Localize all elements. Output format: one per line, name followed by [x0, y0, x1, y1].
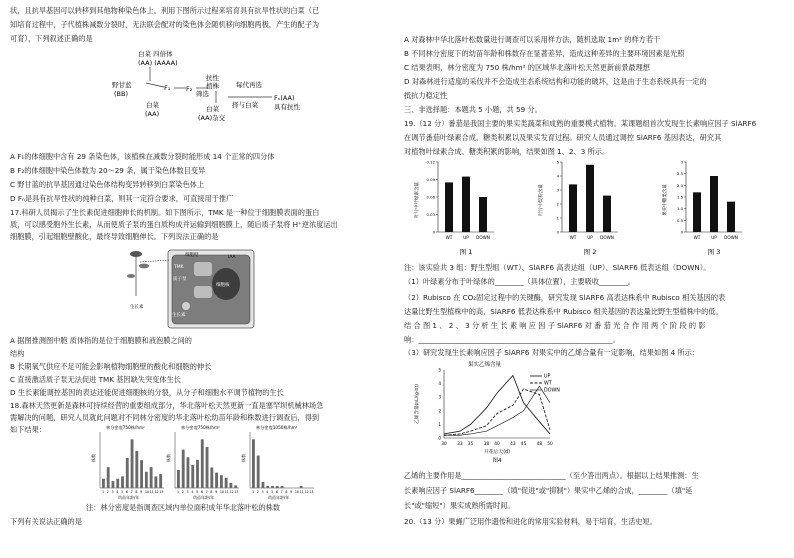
fig-chart-tick-label: 0.5 — [676, 217, 683, 223]
fig-chart-ylabel: 果实中糖类含量 — [663, 184, 668, 216]
nucleus-label: 细胞核 — [216, 283, 230, 288]
mini-chart-tick: 8 — [210, 490, 213, 494]
q18-line-2: 需解决的问题，研究人员就此问题对不同林分密度的华北落叶松幼苗年龄和株数进行调查后，得到 — [10, 413, 320, 422]
iaa-label: IAA — [228, 255, 236, 260]
figure-4-ethylene-chart — [410, 358, 660, 466]
fig4-title: 果实乙烯含量 — [468, 362, 502, 368]
fig-chart-bar — [603, 196, 611, 232]
q19-sub-3-tail-2: 长素响应因子 SlARF6________（填"促进"或"抑制"）果实中乙烯的合成，________（填"延 — [404, 486, 693, 495]
q18-option-d: D 对森林进行适度的采伐并不会造成生态系统结构和功能的破坏，这是由于生态系统具有一定的 — [404, 77, 707, 86]
fig-chart-tick-label: 2 — [556, 201, 559, 207]
mini-chart-tick: 3 — [111, 490, 114, 494]
mini-chart-bar — [281, 486, 284, 488]
q19-line-1: 19.（12 分）番茄是我国主要的果实类蔬菜和成熟的重要模式植物。某课题组首次发现生长素响应因子 SlARF6 — [404, 119, 757, 128]
q19-sub-1: （1）叶绿素分布于叶绿体的________（具体位置），主要吸收________。 — [404, 277, 635, 286]
q16-option-c: C 野甘蓝的抗旱基因通过染色体结构变异转移到白菜染色体上 — [10, 180, 205, 189]
mini-chart-bar — [225, 478, 228, 488]
fig-chart-bar — [479, 197, 487, 232]
mini-chart-bar — [220, 475, 223, 488]
fig4-legend-label: UP — [544, 374, 551, 380]
q19-sub-2-line-2: 达量比野生型植株中的高，SlARF6 低表达株系中 Rubisco 相关基因的表达量比野生型植株中的低。 — [404, 307, 723, 316]
mini-chart-bar — [112, 481, 115, 488]
section-heading: 三、非选择题：本题共 5 小题，共 59 分。 — [404, 105, 542, 114]
q16-intro-line-3: 可育），下列叙述正确的是 — [10, 34, 93, 43]
fig4-legend-label: WT — [544, 381, 552, 387]
mini-chart-bar — [271, 486, 274, 488]
fig4-xtick: 40 — [494, 442, 500, 447]
mini-chart-bar — [154, 476, 157, 488]
mini-chart-tick: 6 — [200, 490, 203, 494]
mini-chart-tick: 10 — [144, 490, 150, 494]
fig4-ytick: 3 — [438, 394, 441, 400]
mini-chart-tick: 4 — [266, 490, 269, 494]
q16-intro-line-2: 知培育过程中，子代植株减数分裂时，无法联会配对的染色体会随机移向细胞两极，产生的配子为 — [10, 20, 320, 29]
seedling-age-charts — [92, 422, 312, 502]
mini-chart-tick: 8 — [285, 490, 288, 494]
mini-chart-tick: 10 — [219, 490, 225, 494]
mini-chart-bar — [266, 486, 269, 488]
q18-tail: 下列有关说法正确的是 — [10, 517, 82, 526]
fig-chart-category: DOWN — [724, 235, 738, 240]
tmk-label: TMK — [174, 265, 184, 270]
mini-chart-tick: 7 — [280, 490, 283, 494]
mini-chart-bar — [126, 458, 129, 488]
fig-chart-category: UP — [711, 235, 717, 240]
q17-line-1: 17.科研人员揭示了生长素促进细胞伸长的机制。如下图所示，TMK 是一种位于细胞膜表面的蛋白 — [10, 208, 320, 217]
q18-option-b: B 不同林分密度下的幼苗年龄和株数存在显著差异，造成这种差异的主要环境因素是光照 — [404, 49, 685, 58]
mini-chart-bar — [187, 457, 190, 488]
mini-chart-bar — [234, 485, 237, 488]
fig-chart-category: WT — [693, 235, 701, 240]
fig4-ylabel: 乙烯含量(nL/(g·h)) — [415, 384, 420, 424]
figure-1-3-charts — [410, 156, 770, 260]
mini-chart-bar — [206, 447, 209, 488]
fig-chart-bar — [710, 176, 718, 232]
fig-chart-category: UP — [463, 235, 469, 240]
mini-chart-ylabel: 株数 — [241, 454, 246, 462]
q19-sub-2-line-4: 响：______________________________________________________。 — [404, 335, 620, 344]
fig-chart-tick-label: 4 — [556, 173, 559, 179]
cross-backcross-genome: (AA)杂交 — [198, 114, 226, 122]
mini-chart-tick: 7 — [205, 490, 208, 494]
fig-chart-tick-label: 2.0 — [676, 182, 683, 188]
mini-chart-bar — [210, 467, 213, 488]
cross-fn-label: Fₙ(AA) — [274, 94, 295, 102]
q16-intro-line-1: 状，且抗旱基因可以转移到其他物种染色体上。利用下图所示过程来培育具有抗旱性状的白菜（已 — [10, 6, 320, 15]
fig4-ytick: 5 — [438, 367, 441, 373]
cross-f2-label: F₂ — [186, 85, 193, 93]
q17-option-c: C 直接激活质子泵无法促进 TMK 基因缺失突变体生长 — [10, 375, 181, 384]
fig4-ytick: 1 — [438, 421, 441, 427]
mini-chart-tick: 5 — [271, 490, 274, 494]
mini-chart-bar — [102, 479, 105, 488]
auxin-label: 生长素 — [172, 313, 186, 318]
fig-chart-tick-label: 0.03 — [426, 212, 435, 217]
cell-mechanism-diagram — [128, 246, 258, 330]
mini-chart-tick: 3 — [261, 490, 264, 494]
mini-chart-tick: 1 — [102, 490, 105, 494]
fig-chart-bar — [462, 177, 470, 232]
q19-line-2: 在调节番茄叶绿素合成、糖类积累以及果实发育过程。研究人员通过调控 SlARF6 基因表达，研究其 — [404, 133, 722, 142]
fig-chart-tick-label: 1.5 — [676, 194, 683, 200]
mini-chart-tick: 5 — [121, 490, 124, 494]
mini-chart-xlabel: 幼苗年龄/年 — [118, 495, 140, 500]
fig-chart-tick-label: 1.0 — [676, 206, 683, 212]
mini-chart-tick: 9 — [140, 490, 143, 494]
q17-option-b: B 长期氧气供应不足可能会影响植物细胞壁的酸化和细胞的伸长 — [10, 362, 212, 371]
q18-option-a: A 对森林中华北落叶松数量进行调查可以采用样方法，随机选取 1m² 的样方若干 — [404, 35, 661, 44]
mini-chart-bar — [191, 465, 194, 488]
mini-chart-bar — [150, 467, 153, 488]
mini-chart-tick: 5 — [196, 490, 199, 494]
fig4-xtick: 33 — [457, 442, 463, 447]
mini-chart-bar — [257, 456, 260, 488]
fig-chart-tick-label: 1 — [556, 215, 559, 221]
mini-chart-tick: 12 — [229, 490, 234, 494]
q19-sub-3-tail-3: 长"或"缩短"）果实成熟所需时间。 — [404, 501, 515, 510]
mini-chart-tick: 4 — [116, 490, 119, 494]
fig-chart-tick-label: 0 — [680, 229, 683, 235]
fig-chart-bar — [727, 202, 735, 232]
fig4-caption: 图4 — [492, 458, 502, 464]
fig4-ytick: 2 — [438, 408, 441, 414]
cross-selection-2: 植株 — [206, 82, 219, 90]
mini-chart-title: 林分密度750株/hm² — [106, 425, 145, 430]
fig-chart-bar — [445, 182, 453, 232]
mini-chart-ylabel: 株数 — [166, 454, 171, 462]
cross-generation-note-2: 择与白菜 — [232, 101, 258, 109]
fig-chart-caption: 图 2 — [583, 248, 597, 256]
cross-parent-label: 白菜 四倍体 — [138, 50, 173, 58]
cross-selection-1: 抗性 — [206, 74, 219, 82]
fig4-legend-label: DOWN — [544, 388, 560, 394]
q20-line-1: 20.（13 分）果蝇广泛用作遗传和进化的常用实验材料，易于培育，生活史短。 — [404, 517, 657, 526]
cross-generation-note-1: 每代再选 — [236, 81, 262, 89]
mini-chart-tick: 11 — [299, 490, 304, 494]
fig-chart-bar — [586, 165, 594, 232]
fig-chart-tick-label: 0 — [432, 229, 435, 235]
mini-chart-bar — [196, 460, 199, 488]
mini-chart-xlabel: 幼苗年龄/年 — [268, 495, 290, 500]
mini-chart-tick: 12 — [304, 490, 309, 494]
fig-chart-ylabel: 叶片中叶绿素含量 — [415, 182, 420, 218]
mini-chart-tick: 6 — [125, 490, 128, 494]
fig-chart-tick-label: 0 — [556, 229, 559, 235]
mini-chart-tick: 11 — [149, 490, 154, 494]
fig4-xtick: 48 — [536, 442, 543, 447]
q18-option-c: C 结果表明，林分密度为 750 株/hm² 的区域华北落叶松天然更新前景最理想 — [404, 63, 650, 72]
fig-chart-category: UP — [587, 235, 593, 240]
fig-chart-category: WT — [569, 235, 577, 240]
mini-chart-title: 林分密度1050株/hm² — [256, 425, 298, 430]
cross-f1-label: F₁ — [164, 84, 171, 92]
fig4-ytick: 0 — [438, 435, 441, 441]
mini-chart-xlabel: 幼苗年龄/年 — [193, 495, 215, 500]
mini-chart-bar — [116, 479, 119, 488]
mini-chart-bar — [135, 451, 138, 488]
mini-chart-bar — [145, 472, 148, 488]
mini-chart-bar — [159, 474, 162, 488]
mini-chart-bar — [276, 486, 279, 488]
q19-sub-3-tail-1: 乙烯的主要作用是_____________________________（至少答出两点）。根据以上结果推测：生 — [404, 471, 699, 480]
q17-line-3: 细胞膜，引起细胞壁酸化，最终导致细胞伸长。下列说法正确的是 — [10, 232, 219, 241]
mini-chart-bar — [182, 450, 185, 488]
cross-wild-label: 野甘蓝 — [112, 81, 132, 89]
fig-chart-bar — [569, 184, 577, 232]
fig-chart-category: DOWN — [476, 235, 490, 240]
mini-chart-tick: 2 — [106, 490, 109, 494]
cross-selection-3: 筛选 — [196, 90, 209, 98]
fig-chart-tick-label: 3 — [556, 187, 559, 193]
mini-chart-tick: 13 — [309, 490, 314, 494]
mini-chart-tick: 11 — [224, 490, 229, 494]
fig4-xlabel: 开花后天(d) — [484, 450, 510, 455]
fig4-xtick: 35 — [467, 442, 474, 447]
fig-chart-category: DOWN — [600, 235, 614, 240]
mini-chart-tick: 1 — [177, 490, 180, 494]
q19-sub-3: （3）研究发现生长素响应因子 SlARF6 对果实中的乙烯合量有一定影响，结果如图 4 所示： — [404, 348, 700, 357]
mini-chart-tick: 7 — [130, 490, 133, 494]
mini-chart-bar — [107, 467, 110, 488]
mini-chart-bar — [300, 486, 303, 488]
mini-chart-tick: 10 — [294, 490, 300, 494]
q16-option-a: A F₁的体细胞中含有 29 条染色体，该植株在减数分裂时能形成 14 个正常的四分体 — [10, 152, 275, 161]
breeding-cross-diagram — [86, 47, 316, 137]
mini-chart-bar — [131, 439, 134, 488]
mini-chart-tick: 9 — [290, 490, 293, 494]
mini-chart-bar — [177, 470, 180, 488]
mini-chart-bar — [252, 439, 255, 488]
fig-chart-tick-label: 3 — [680, 159, 683, 165]
fig4-xtick: 45 — [520, 442, 527, 447]
q16-option-b: B F₂的体细胞中染色体数为 20～29 条，属于染色体数目变异 — [10, 166, 206, 175]
mini-chart-bar — [262, 482, 265, 488]
cross-wild-genome: (BB) — [114, 90, 128, 98]
fig-chart-tick-label: 2.5 — [676, 171, 683, 177]
q18-line-1: 18.森林天然更新是森林可持续经营的重要组成部分，华北落叶松天然更新一直是塞罕坝机械林场急 — [10, 401, 324, 410]
fig-chart-tick-label: 0.12 — [426, 159, 435, 165]
fig4-xtick: 38 — [483, 442, 490, 447]
mini-chart-tick: 2 — [256, 490, 259, 494]
cross-parent-genome: (AA) (AAAA) — [138, 59, 178, 67]
mini-chart-bar — [140, 460, 143, 488]
mini-chart-tick: 9 — [215, 490, 218, 494]
fig4-ytick: 4 — [438, 381, 441, 387]
fig-chart-tick-label: 0.09 — [426, 177, 435, 182]
q17-option-a-cont: 结构 — [10, 349, 25, 358]
cell-wall-label: 细胞壁 — [185, 253, 199, 258]
mini-chart-bar — [201, 439, 204, 488]
mini-chart-tick: 3 — [186, 490, 189, 494]
fig-chart-bar — [693, 192, 701, 232]
fig-chart-tick-label: 5 — [556, 159, 559, 165]
mini-chart-bar — [215, 473, 218, 488]
fig4-xtick: 43 — [510, 442, 516, 447]
q19-sub-2-line-1: （2）Rubisco 在 CO₂固定过程中的关键酶，研究发现 SlARF6 高表达株系中 Rubisco 相关基因的表 — [404, 293, 726, 302]
mini-chart-tick: 1 — [252, 490, 255, 494]
q19-note: 注：该实验共 3 组：野生型组（WT）、SlARF6 高表达组（UP）、SlARF6 低表达组（DOWN）。 — [404, 263, 711, 272]
mini-chart-tick: 13 — [234, 490, 239, 494]
fig-chart-category: WT — [445, 235, 453, 240]
mini-chart-title: 林分密度750株/hm² — [181, 425, 220, 430]
mini-chart-tick: 4 — [191, 490, 194, 494]
q17-line-2: 质，可以感受胞外生长素，从而使质子泵的蛋白质构成并运输到细胞膜上，随后质子泵将 H⁺逆浓度运出 — [10, 220, 338, 229]
fig4-series-line — [444, 375, 550, 433]
cross-cabbage-label: 白菜 — [146, 101, 159, 109]
q17-option-a: A 据图推测图中胞 质体指的是位于细胞膜和液泡膜之间的 — [10, 336, 192, 345]
mini-chart-ylabel: 株数 — [91, 454, 96, 462]
fig-chart-caption: 图 3 — [707, 248, 721, 256]
q19-sub-2-line-3: 结 合 图 1 、 2 、 3 分 析 生 长 素 响 应 因 子 SlARF6 对 番 茄 光 合 作 用 两 个 阶 段 的 影 — [404, 321, 706, 330]
q18-option-d-cont: 抵抗力稳定性 — [404, 91, 448, 100]
mini-chart-tick: 2 — [181, 490, 184, 494]
fig-chart-tick-label: 0.06 — [426, 194, 435, 200]
fig4-series-line — [444, 389, 550, 435]
auxin-source-label: 生长素 — [130, 305, 144, 310]
mini-chart-tick: 6 — [275, 490, 278, 494]
q17-option-d: D 生长素能调控基因的表达还能促进细胞核的分裂，从分子和细胞水平调节植物的生长 — [10, 388, 284, 397]
mini-chart-tick: 12 — [154, 490, 159, 494]
fig4-xtick: 50 — [547, 442, 553, 447]
cross-fn-note: 具有抗性 — [274, 103, 300, 111]
mini-chart-tick: 8 — [135, 490, 138, 494]
q18-note: 注：林分密度是指调查区域内单位面积成年华北落叶松的株数 — [86, 503, 281, 512]
q18-line-3: 如下结果： — [10, 425, 46, 434]
cross-cabbage-genome: (AA) — [145, 110, 160, 118]
fig-chart-caption: 图 1 — [459, 248, 473, 256]
fig4-xtick: 30 — [441, 442, 447, 447]
q19-line-3: 对植物叶绿素合成、糖类积累的影响，结果如图 1、2、3 所示。 — [404, 147, 610, 156]
q16-option-d: D Fₙ是具有抗旱性状的纯种白菜，则其一定符合要求，可直接用于推广 — [10, 194, 234, 203]
fig-chart-ylabel: 叶片中淀粉含量 — [539, 184, 544, 216]
mini-chart-bar — [121, 476, 124, 488]
proton-pump-label: 质子泵 — [173, 277, 187, 282]
mini-chart-bar — [229, 483, 232, 488]
mini-chart-tick: 13 — [159, 490, 164, 494]
cross-backcross-label: 白菜 — [206, 105, 219, 113]
